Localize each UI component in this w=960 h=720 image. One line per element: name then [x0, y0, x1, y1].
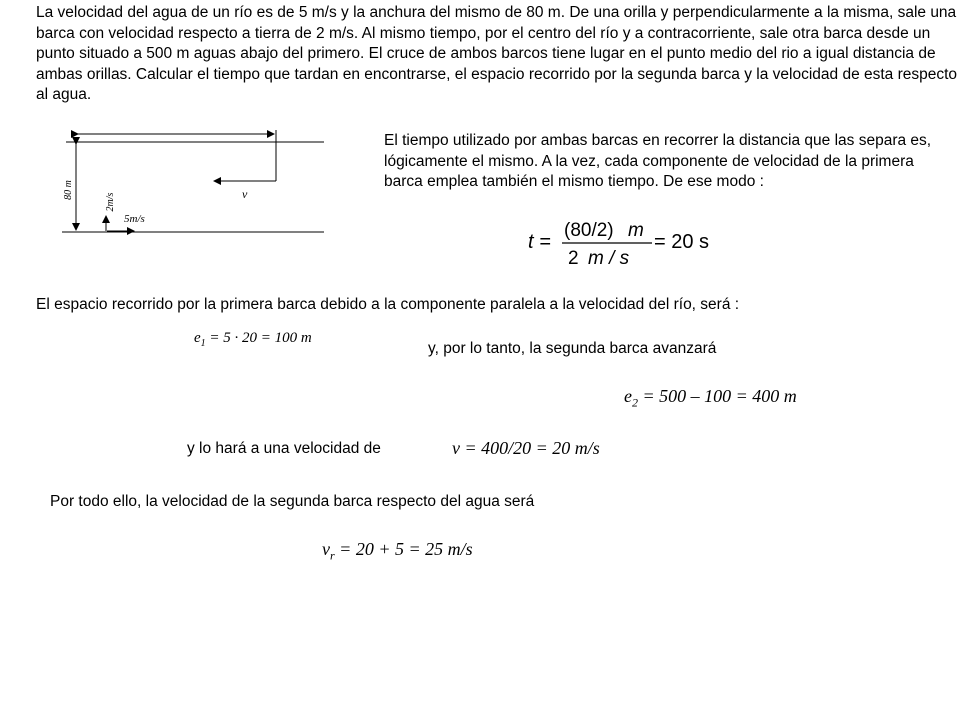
- river-diagram: [56, 124, 336, 244]
- svg-text:= 20 s: = 20 s: [654, 231, 710, 253]
- second-boat-label: v: [242, 187, 248, 201]
- svg-text:2: 2: [568, 248, 579, 269]
- width-label: 80 m: [63, 180, 74, 200]
- time-formula: [528, 214, 718, 270]
- svg-text:(80/2): (80/2): [564, 220, 614, 241]
- explanation-space: El espacio recorrido por la primera barca debido a la componente paralela a la velocidad del río, será :: [36, 296, 740, 313]
- river-velocity-label: 5m/s: [124, 213, 145, 225]
- problem-statement: La velocidad del agua de un río es de 5 m/s y la anchura del mismo de 80 m. De una orilla y perpendicularmente a la misma, sale una barca con velocidad respecto a tierra de 2 m/s. Al mismo tiempo, por el centro del río y a contracorriente, sale otra barca desde un punto situado a 500 m aguas abajo del primero. El cruce de ambos barcos tiene lugar en el punto medio del rio a igual distancia de ambas orillas. Calcular el tiempo que tardan en encontrarse, el espacio recorrido por la segunda barca y la velocidad de esta respecto al agua.: [36, 4, 958, 103]
- explanation-time: El tiempo utilizado por ambas barcas en recorrer la distancia que las separa es, lógicamente el mismo. A la vez, cada componente de velocidad de la primera barca emplea también el mismo tiempo. De ese modo :: [384, 132, 932, 190]
- explanation-velocity: y lo hará a una velocidad de: [187, 440, 381, 457]
- e2-formula: $e_2 = 500 - 100 = 400$ m: [624, 386, 797, 410]
- e1-formula: $e_1 = 5 \cdot 20 = 100$ m: [194, 330, 312, 349]
- svg-text:t =: t =: [528, 231, 551, 253]
- svg-text:m / s: m / s: [588, 248, 630, 269]
- v-formula: v = 400/20 = 20 m/s: [452, 438, 600, 458]
- explanation-relative: Por todo ello, la velocidad de la segunda barca respecto del agua será: [50, 493, 535, 510]
- explanation-advance: y, por lo tanto, la segunda barca avanzará: [428, 340, 717, 357]
- vr-formula: $v_r = 20 + 5 = 25$ m/s: [322, 539, 473, 563]
- boat-velocity-label: 2m/s: [105, 192, 116, 212]
- svg-text:m: m: [628, 220, 644, 241]
